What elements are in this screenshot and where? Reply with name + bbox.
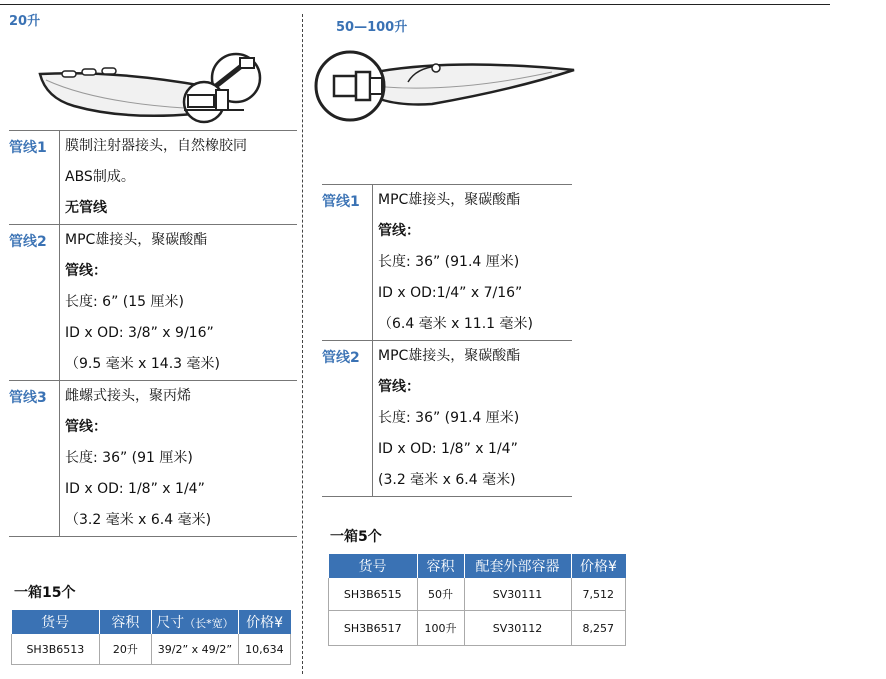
spec-line: ID x OD:1/4” x 7/16” [378,285,523,301]
size-unit-label: （长*宽） [184,617,234,630]
col-header-item-no: 货号 [329,554,418,578]
size-cell: 39/2” x 49/2” [152,634,239,665]
spec-line: (3.2 毫米 x 6.4 毫米) [378,472,516,488]
left-capacity-caption: 20升 [9,14,41,29]
spec-row-tube-1 [9,130,297,224]
col-header-capacity: 容积 [417,554,464,578]
spec-line: MPC雄接头，聚碳酸酯 [378,348,521,364]
spec-line: 长度: 36” (91.4 厘米) [378,410,520,426]
spec-line: MPC雄接头，聚碳酸酯 [65,232,208,248]
column-divider [302,14,303,674]
spec-line: 无管线 [65,200,107,216]
item-no-cell: SH3B6517 [329,611,418,646]
spec-line: （6.4 毫米 x 11.1 毫米) [378,316,533,332]
price-cell: 8,257 [571,611,626,646]
spec-line: MPC雄接头，聚碳酸酯 [378,192,521,208]
right-order-table [328,554,626,646]
spec-line: 管线： [378,379,420,395]
capacity-cell: 20升 [99,634,152,665]
left-order-table [11,610,291,665]
outer-container-cell: SV30111 [464,578,571,611]
spec-line: ID x OD: 1/8” x 1/4” [378,441,518,457]
spec-line: 管线： [378,223,420,239]
capacity-cell: 100升 [417,611,464,646]
col-header-price: 价格¥ [238,610,290,634]
spec-line: ABS制成。 [65,169,135,185]
spec-line: 膜制注射器接头，自然橡胶同 [65,138,247,154]
tube-details [372,185,533,340]
tube-label: 管线3 [9,390,47,406]
bag-50-100l-illustration [312,38,578,128]
capacity-cell: 50升 [417,578,464,611]
price-cell: 7,512 [571,578,626,611]
tube-details [59,381,211,536]
left-spec-table [9,130,297,537]
tube-details [59,225,220,380]
spec-line: 管线： [65,419,107,435]
spec-line: ID x OD: 1/8” x 1/4” [65,481,205,497]
size-label: 尺寸 [156,615,185,631]
spec-line: 雌螺式接头，聚丙烯 [65,388,191,404]
table-row [12,634,291,665]
spec-row-tube-2 [9,224,297,380]
col-header-price: 价格¥ [571,554,626,578]
right-box-quantity: 一箱5个 [330,529,382,545]
right-capacity-caption: 50—100升 [336,20,408,35]
item-no-cell: SH3B6515 [329,578,418,611]
item-no-cell: SH3B6513 [12,634,100,665]
spec-line: （9.5 毫米 x 14.3 毫米) [65,356,220,372]
col-header-size [152,610,239,634]
spec-line: 管线： [65,263,107,279]
spec-line: 长度: 36” (91.4 厘米) [378,254,520,270]
tube-label: 管线2 [9,234,47,250]
table-row [329,578,626,611]
col-header-capacity: 容积 [99,610,152,634]
price-cell: 10,634 [238,634,290,665]
left-box-quantity: 一箱15个 [14,585,76,601]
right-spec-table [322,184,572,497]
tube-details [372,341,520,496]
tube-label: 管线1 [9,140,47,156]
table-row [329,611,626,646]
bag-20l-illustration [34,40,264,125]
spec-line: 长度: 6” (15 厘米) [65,294,184,310]
spec-row-tube-2 [322,340,572,497]
tube-label: 管线1 [322,194,360,210]
outer-container-cell: SV30112 [464,611,571,646]
tube-details [59,131,247,224]
top-rule [0,4,830,5]
spec-row-tube-1 [322,184,572,340]
tube-label: 管线2 [322,350,360,366]
spec-line: ID x OD: 3/8” x 9/16” [65,325,214,341]
spec-line: 长度: 36” (91 厘米) [65,450,193,466]
col-header-item-no: 货号 [12,610,100,634]
spec-row-tube-3 [9,380,297,537]
spec-line: （3.2 毫米 x 6.4 毫米) [65,512,212,528]
col-header-outer-container: 配套外部容器 [464,554,571,578]
